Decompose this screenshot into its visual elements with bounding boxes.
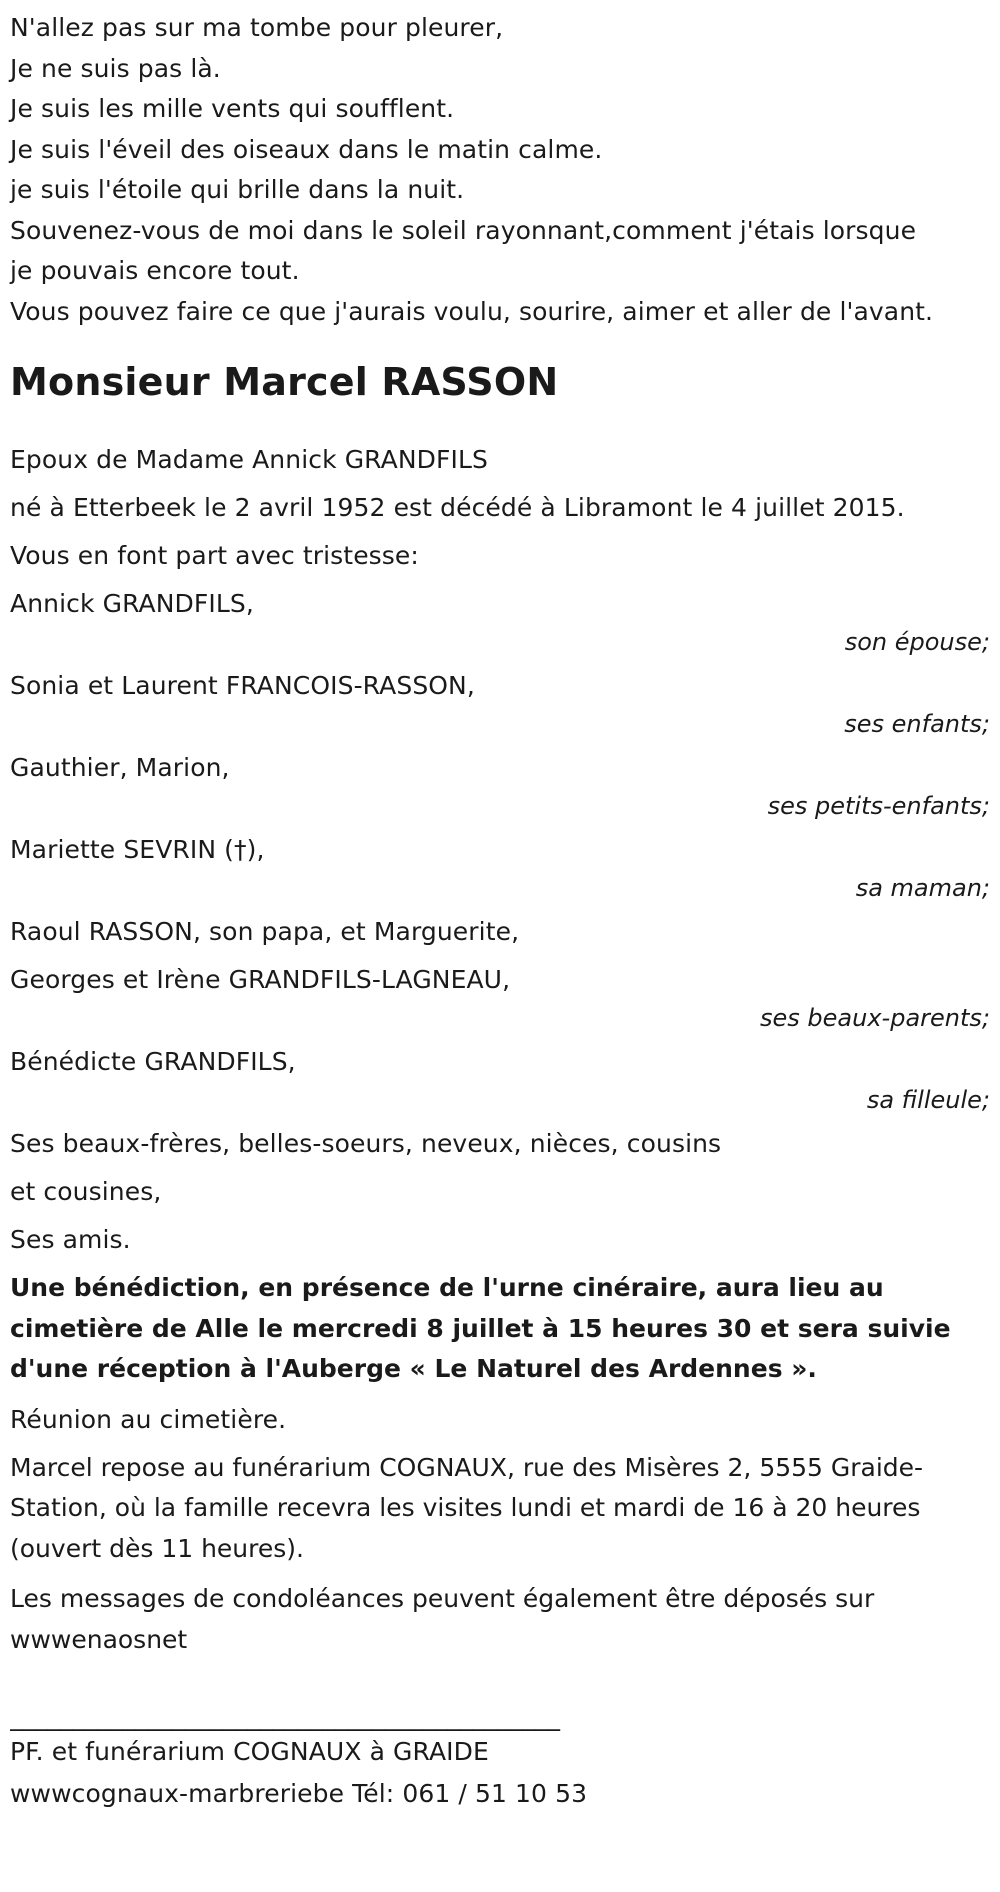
dates-line: né à Etterbeek le 2 avril 1952 est décédé à Libramont le 4 juillet 2015. xyxy=(10,493,905,522)
family-list xyxy=(10,584,990,1116)
repose-paragraph: Marcel repose au funérarium COGNAUX, rue des Misères 2, 5555 Graide-Station, où la famille recevra les visites lundi et mardi de 16 à 20 heures (ouvert dès 11 heures). xyxy=(10,1452,924,1563)
poem-line: Je suis l'éveil des oiseaux dans le matin calme. xyxy=(10,134,603,164)
poem-line: Vous pouvez faire ce que j'aurais voulu, sourire, aimer et aller de l'avant. xyxy=(10,296,934,326)
family-member-names: Raoul RASSON, son papa, et Marguerite, xyxy=(10,917,520,946)
poem-line: Je ne suis pas là. xyxy=(10,53,221,83)
family-member-names: Bénédicte GRANDFILS, xyxy=(10,1047,296,1076)
funeral-home-contact: wwwcognaux-marbreriebe Tél: 061 / 51 10 53 xyxy=(10,1779,588,1808)
poem-line: je suis l'étoile qui brille dans la nuit. xyxy=(10,175,465,204)
family-member-names: Gauthier, Marion, xyxy=(10,753,230,782)
family-member-names: Mariette SEVRIN (†), xyxy=(10,835,265,864)
announce-line: Vous en font part avec tristesse: xyxy=(10,541,419,570)
friends-line: Ses amis. xyxy=(10,1225,131,1254)
poem-line: Souvenez-vous de moi dans le soleil rayonnant,comment j'étais lorsque xyxy=(10,215,917,245)
poem-line: Je suis les mille vents qui soufflent. xyxy=(10,94,455,123)
ceremony-notice: Une bénédiction, en présence de l'urne cinéraire, aura lieu au cimetière de Alle le mercredi 8 juillet à 15 heures 30 et sera suivie d'une réception à l'Auberge « Le Naturel des Ardennes ». xyxy=(10,1273,951,1383)
announcement-body xyxy=(10,440,990,1660)
extended-family-line: Ses beaux-frères, belles-soeurs, neveux, nièces, cousins xyxy=(10,1129,722,1158)
family-relation: sa filleule; xyxy=(866,1086,990,1114)
family-relation: son épouse; xyxy=(844,628,990,656)
poem-line: N'allez pas sur ma tombe pour pleurer, xyxy=(10,13,504,42)
footer-divider: ____________________________________________ xyxy=(10,1702,560,1731)
family-relation: sa maman; xyxy=(855,874,990,902)
family-member-names: Annick GRANDFILS, xyxy=(10,589,254,618)
meeting-line: Réunion au cimetière. xyxy=(10,1404,287,1434)
footer xyxy=(10,1732,990,1814)
family-relation: ses petits-enfants; xyxy=(767,792,990,820)
family-relation: ses enfants; xyxy=(844,710,990,738)
family-member-names: Sonia et Laurent FRANCOIS-RASSON, xyxy=(10,671,475,700)
family-member-names: Georges et Irène GRANDFILS-LAGNEAU, xyxy=(10,965,511,994)
obituary-page xyxy=(0,8,1000,1892)
poem-line: je pouvais encore tout. xyxy=(10,256,300,285)
spouse-line: Epoux de Madame Annick GRANDFILS xyxy=(10,445,488,474)
funeral-home-name: PF. et funérarium COGNAUX à GRAIDE xyxy=(10,1737,489,1766)
deceased-name: Monsieur Marcel RASSON xyxy=(10,360,559,404)
poem xyxy=(10,8,990,332)
family-relation: ses beaux-parents; xyxy=(760,1004,990,1032)
condolences-paragraph: Les messages de condoléances peuvent également être déposés sur wwwenaosnet xyxy=(10,1584,875,1654)
extended-family-line: et cousines, xyxy=(10,1177,162,1206)
